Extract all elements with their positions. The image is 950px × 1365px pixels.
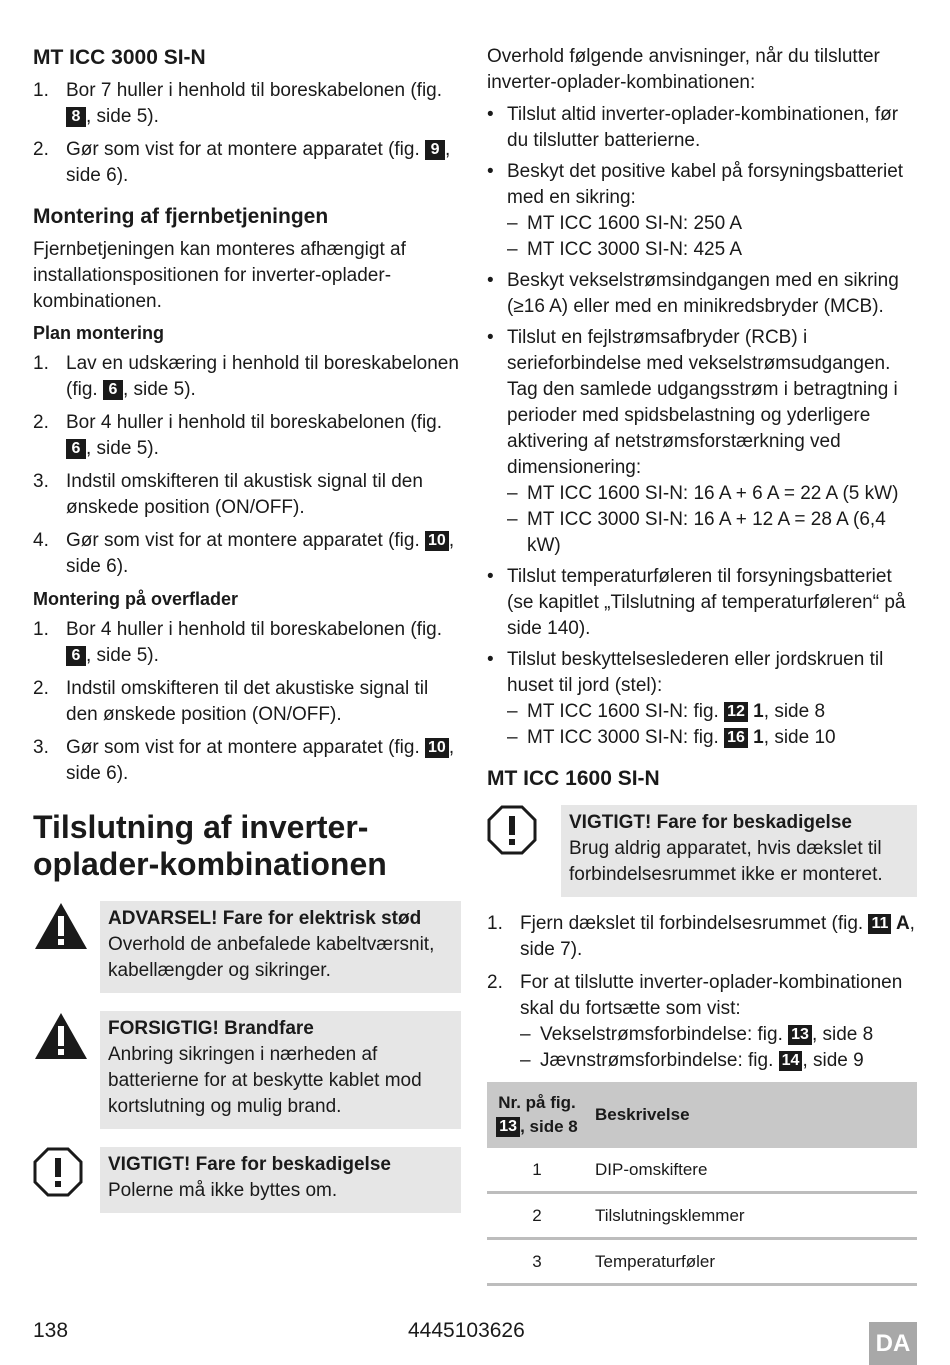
list-item: • Beskyt vekselstrømsindgangen med en sikring (≥16 A) eller med en minikredsbryder (MCB). xyxy=(487,270,899,317)
figure-ref: 11 xyxy=(868,914,891,934)
note-title: VIGTIGT! Fare for beskadigelse xyxy=(108,1154,391,1175)
intro-text: Overhold følgende anvisninger, når du tilslutter inverter-oplader-kombinationen: xyxy=(487,46,880,93)
list-item: 2. Gør som vist for at montere apparatet (fig. 9 , side 6). xyxy=(33,139,451,186)
notice-note-poles xyxy=(33,1147,461,1213)
instruction-bullets xyxy=(487,102,917,751)
list-item: 1. Bor 4 huller i henhold til boreskabelonen (fig. 6 , side 5). xyxy=(33,619,443,666)
list-item: • Tilslut altid inverter-oplader-kombinationen, før du tilslutter batterierne. xyxy=(487,104,899,151)
note-text: Overhold de anbefalede kabeltværsnit, kabellængder og sikringer. xyxy=(108,934,435,981)
list-item: 4. Gør som vist for at montere apparatet (fig. 10 , side 6). xyxy=(33,530,455,577)
list-item: 1. Fjern dækslet til forbindelsesrummet (fig. 11 A, side 7). xyxy=(487,913,915,960)
notice-icon xyxy=(487,805,561,897)
warning-icon xyxy=(33,901,100,993)
figure-ref: 14 xyxy=(779,1051,803,1071)
document-id: 4445103626 xyxy=(408,1319,525,1342)
figure-ref: 12 xyxy=(724,702,748,722)
mt1600-steps xyxy=(487,911,917,1074)
page-number: 138 xyxy=(33,1319,69,1342)
surface-steps xyxy=(33,617,461,787)
note-text: Polerne må ikke byttes om. xyxy=(108,1180,338,1201)
figure-ref: 8 xyxy=(66,107,86,127)
figure-ref: 13 xyxy=(788,1025,812,1045)
list-item: 2. For at tilslutte inverter-oplader-kombinationen skal du fortsætte som vist: – Vekselstrømsforbindelse: fig. 13 , side 8 – Jævnstrømsforbindelse: fig. 14 , side 9 xyxy=(487,972,903,1071)
warning-icon xyxy=(33,1011,100,1129)
warning-note-fire xyxy=(33,1011,461,1129)
note-text: Brug aldrig apparatet, hvis dækslet til forbindelsesrummet ikke er monteret. xyxy=(569,838,883,885)
figure-ref: 10 xyxy=(425,738,449,758)
figure-ref: 6 xyxy=(66,646,86,666)
notice-note-cover xyxy=(487,805,917,897)
warning-note-electric xyxy=(33,901,461,993)
notice-icon xyxy=(33,1147,100,1213)
section-title: Tilslutning af inverter-oplader-kombinationen xyxy=(33,809,387,882)
mt1600-heading: MT ICC 1600 SI-N xyxy=(487,767,660,790)
figure-ref: 13 xyxy=(496,1117,520,1137)
component-table xyxy=(487,1082,917,1286)
list-item: • Beskyt det positive kabel på forsyningsbatteriet med en sikring: – MT ICC 1600 SI-N: 250 A – MT ICC 3000 SI-N: 425 A xyxy=(487,161,904,260)
table-row: 2 Tilslutningsklemmer xyxy=(487,1193,917,1239)
remote-heading: Montering af fjernbetjeningen xyxy=(33,205,329,228)
note-title: FORSIGTIG! Brandfare xyxy=(108,1018,314,1039)
left-column xyxy=(33,44,461,1231)
table-row: 1 DIP-omskiftere xyxy=(487,1148,917,1193)
note-title: VIGTIGT! Fare for beskadigelse xyxy=(569,812,852,833)
list-item: • Tilslut beskyttelseslederen eller jordskruen til huset til jord (stel): – MT ICC 1600 SI-N: fig. 12 1, side 8 – MT ICC 3000 SI-N: fig. 16 1, side 10 xyxy=(487,649,884,748)
figure-ref: 6 xyxy=(103,380,123,400)
list-item: 2. Indstil omskifteren til det akustiske signal til den ønskede position (ON/OFF). xyxy=(33,678,429,725)
language-badge: DA xyxy=(869,1322,917,1365)
list-item: 1. Lav en udskæring i henhold til boreskabelonen (fig. 6 , side 5). xyxy=(33,353,459,400)
remote-text: Fjernbetjeningen kan monteres afhængigt af installationspositionen for inverter-oplader-kombinationen. xyxy=(33,239,406,312)
flat-heading: Plan montering xyxy=(33,323,165,343)
flat-steps xyxy=(33,351,461,580)
list-item: • Tilslut en fejlstrømsafbryder (RCB) i serieforbindelse med vekselstrømsudgangen. Tag den samlede udgangsstrøm i betragtning i perioder med spidsbelastning og yderligere aktivering af netstrømsforstærkning ved dimensionering: – MT ICC 1600 SI-N: 16 A + 6 A = 22 A (5 kW) – MT ICC 3000 SI-N: 16 A + 12 A = 28 A (6,4 kW) xyxy=(487,327,899,556)
table-header-desc: Beskrivelse xyxy=(587,1082,917,1148)
surface-heading: Montering på overflader xyxy=(33,589,239,609)
list-item: • Tilslut temperaturføleren til forsyningsbatteriet (se kapitlet „Tilslutning af temperaturføleren“ på side 140). xyxy=(487,566,906,639)
table-row: 3 Temperaturføler xyxy=(487,1239,917,1285)
table-header-nr: Nr. på fig. 13 , side 8 xyxy=(487,1082,587,1148)
list-item: 1. Bor 7 huller i henhold til boreskabelonen (fig. 8 , side 5). xyxy=(33,80,443,127)
figure-ref: 6 xyxy=(66,439,86,459)
list-item: 3. Indstil omskifteren til akustisk signal til den ønskede position (ON/OFF). xyxy=(33,471,423,518)
list-item: 2. Bor 4 huller i henhold til boreskabelonen (fig. 6 , side 5). xyxy=(33,412,443,459)
right-column xyxy=(487,44,917,1286)
figure-ref: 10 xyxy=(425,531,449,551)
mt3000-heading: MT ICC 3000 SI-N xyxy=(33,46,206,69)
mt3000-steps xyxy=(33,78,461,189)
note-title: ADVARSEL! Fare for elektrisk stød xyxy=(108,908,422,929)
figure-ref: 9 xyxy=(425,140,445,160)
list-item: 3. Gør som vist for at montere apparatet (fig. 10 , side 6). xyxy=(33,737,455,784)
note-text: Anbring sikringen i nærheden af batterierne for at beskytte kablet mod kortslutning og mulig brand. xyxy=(108,1044,422,1117)
figure-ref: 16 xyxy=(724,728,748,748)
